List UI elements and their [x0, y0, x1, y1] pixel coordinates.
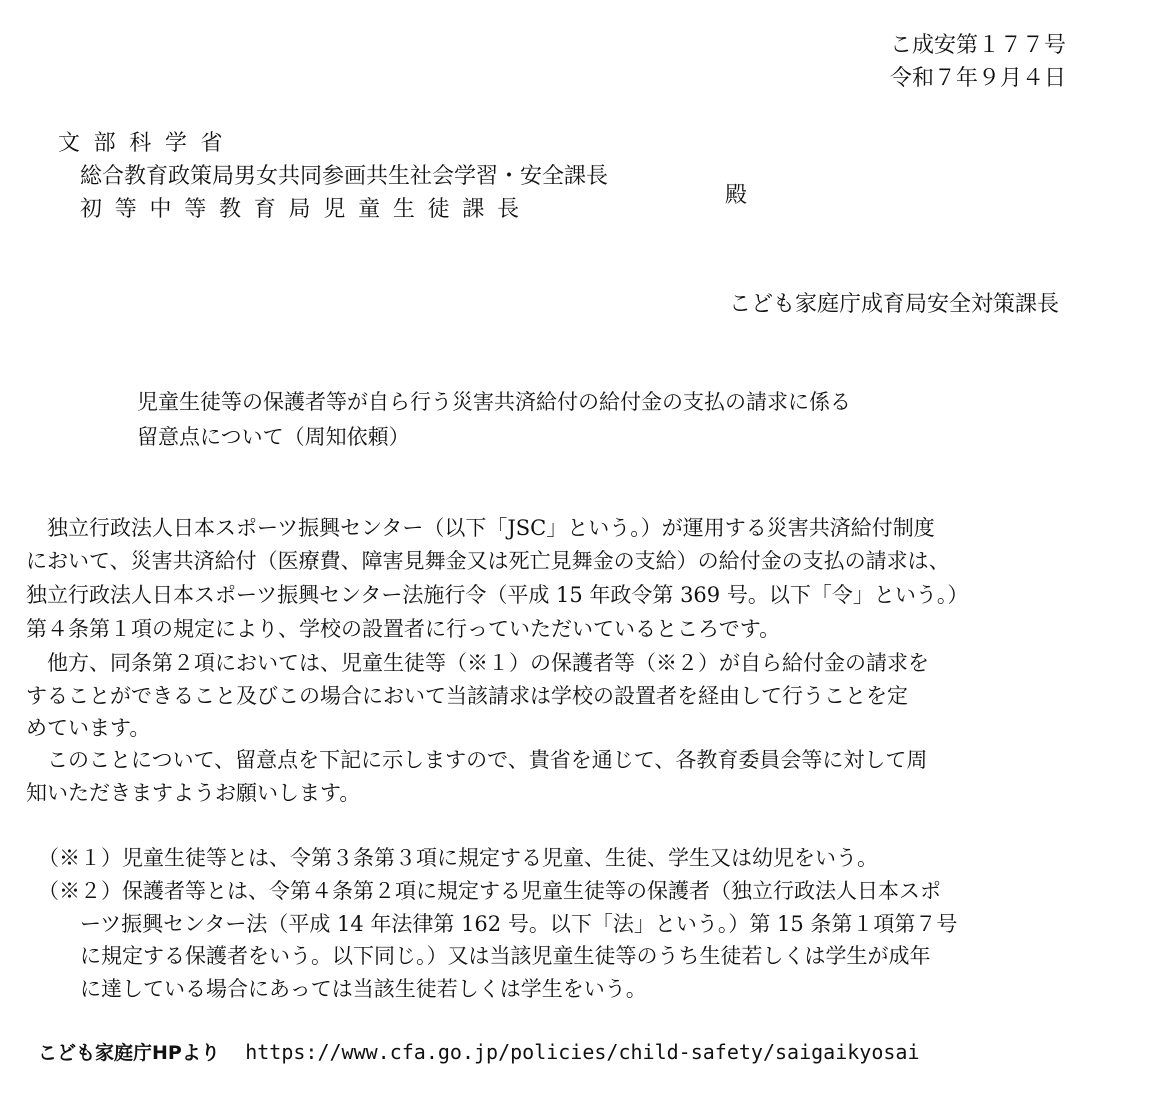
body-line: 第４条第１項の規定により、学校の設置者に行っていただいているところです。 — [26, 617, 781, 641]
document-number: こ成安第１７７号 — [889, 33, 1066, 58]
body-line: 独立行政法人日本スポーツ振興センター法施行令（平成 15 年政令第 369 号。以下「令」という。） — [26, 583, 969, 607]
body-line: 知いただきますようお願いします。 — [26, 781, 361, 805]
honorific: 殿 — [725, 183, 748, 208]
body-line: 独立行政法人日本スポーツ振興センター（以下「JSC」という。）が運用する災害共済給付制度 — [26, 516, 935, 540]
source-url-link[interactable]: https://www.cfa.go.jp/policies/child-safety/saigaikyosai — [245, 1040, 920, 1064]
sender: こども家庭庁成育局安全対策課長 — [728, 292, 1059, 317]
document-title-line-2: 留意点について（周知依頼） — [137, 425, 410, 449]
footer-source — [38, 1042, 920, 1063]
note-2-line: に達している場合にあっては当該生徒若しくは学生をいう。 — [80, 977, 647, 1001]
note-2-line: に規定する保護者をいう。以下同じ。）又は当該児童生徒等のうち生徒若しくは学生が成年 — [80, 944, 931, 968]
document-date: 令和７年９月４日 — [889, 66, 1066, 91]
body-line: することができること及びこの場合において当該請求は学校の設置者を経由して行うことを定 — [26, 684, 908, 708]
addressee-line-1: 総合教育政策局男女共同参画共生社会学習・安全課長 — [80, 164, 609, 189]
body-line: 他方、同条第２項においては、児童生徒等（※１）の保護者等（※２）が自ら給付金の請求を — [26, 651, 929, 675]
body-line: において、災害共済給付（医療費、障害見舞金又は死亡見舞金の支給）の給付金の支払の請求は、 — [26, 549, 950, 573]
note-2-line: （※２）保護者等とは、令第４条第２項に規定する児童生徒等の保護者（独立行政法人日本スポ — [38, 879, 941, 903]
note-1: （※１）児童生徒等とは、令第３条第３項に規定する児童、生徒、学生又は幼児をいう。 — [38, 846, 878, 870]
source-label: こども家庭庁HPより — [38, 1042, 220, 1064]
document-title-line-1: 児童生徒等の保護者等が自ら行う災害共済給付の給付金の支払の請求に係る — [137, 390, 851, 414]
body-line: めています。 — [26, 716, 151, 740]
addressee-line-2: 初等中等教育局児童生徒課長 — [80, 197, 532, 222]
note-2-line: ーツ振興センター法（平成 14 年法律第 162 号。以下「法」という。）第 15 条第１項第７号 — [80, 912, 958, 936]
body-line: このことについて、留意点を下記に示しますので、貴省を通じて、各教育委員会等に対して周 — [26, 748, 928, 772]
addressee-ministry: 文部科学省 — [58, 131, 237, 156]
